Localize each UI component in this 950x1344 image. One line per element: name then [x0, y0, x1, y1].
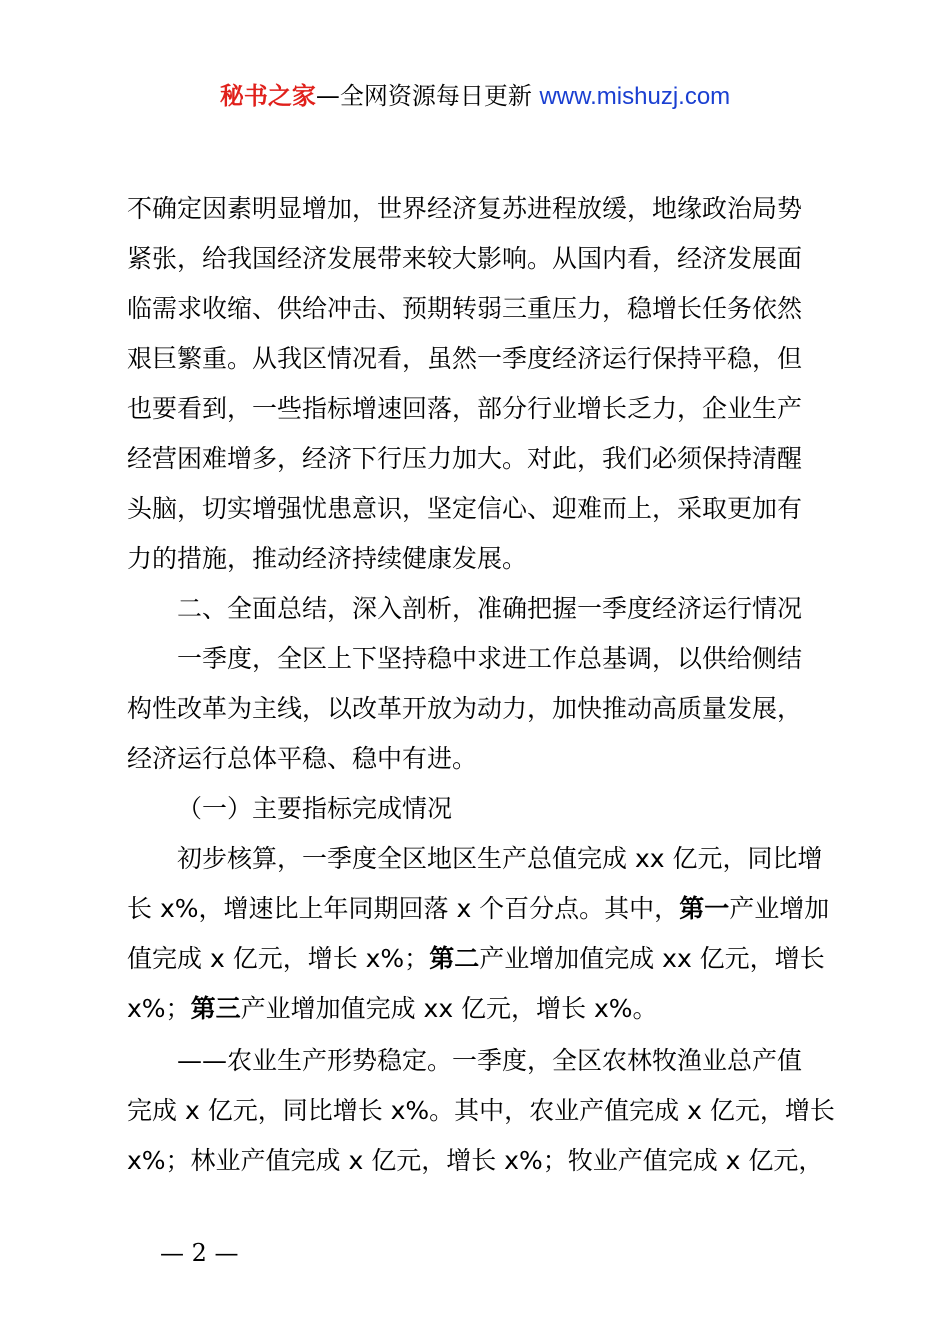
body-line — [127, 1036, 837, 1086]
body-line — [127, 184, 837, 234]
body-line — [127, 734, 837, 784]
body-line — [127, 384, 837, 434]
text-segment: 临需求收缩、供给冲击、预期转弱三重压力，稳增长任务依然 — [127, 294, 803, 323]
body-line — [127, 1136, 837, 1186]
text-segment: 一季度，全区上下坚持稳中求进工作总基调，以供给侧结 — [177, 644, 803, 673]
text-segment: 初步核算，一季度全区地区生产总值完成 xx 亿元，同比增 — [177, 844, 823, 873]
text-segment: 构性改革为主线，以改革开放为动力，加快推动高质量发展， — [127, 694, 803, 723]
text-segment: 二、全面总结，深入剖析，准确把握一季度经济运行情况 — [177, 594, 803, 623]
body-line — [127, 484, 837, 534]
text-segment: （一）主要指标完成情况 — [177, 794, 453, 823]
text-segment: 艰巨繁重。从我区情况看，虽然一季度经济运行保持平稳，但 — [127, 344, 803, 373]
text-segment: 紧张，给我国经济发展带来较大影响。从国内看，经济发展面 — [127, 244, 803, 273]
body-line — [127, 434, 837, 484]
text-segment: 也要看到，一些指标增速回落，部分行业增长乏力，企业生产 — [127, 394, 803, 423]
bold-text-segment: 第二 — [429, 944, 480, 973]
body-line — [127, 934, 837, 984]
body-line — [127, 984, 837, 1034]
body-line — [127, 634, 837, 684]
text-segment: 产业增加值完成 xx 亿元，增长 — [479, 944, 825, 973]
text-segment: x%；林业产值完成 x 亿元，增长 x%；牧业产值完成 x 亿元， — [127, 1146, 824, 1175]
text-segment: x%； — [127, 994, 191, 1023]
site-brand: 秘书之家 — [219, 82, 316, 110]
text-segment: 长 x%，增速比上年同期回落 x 个百分点。其中， — [127, 894, 680, 923]
text-segment: 经济运行总体平稳、稳中有进。 — [127, 744, 478, 773]
body-line — [127, 334, 837, 384]
body-line — [127, 1086, 837, 1136]
text-segment: 值完成 x 亿元，增长 x%； — [127, 944, 430, 973]
text-segment: ——农业生产形势稳定。一季度，全区农林牧渔业总产值 — [177, 1046, 803, 1075]
bold-text-segment: 第三 — [190, 994, 241, 1023]
body-line — [127, 784, 837, 834]
text-segment: 经营困难增多，经济下行压力加大。对此，我们必须保持清醒 — [127, 444, 803, 473]
text-segment: 产业增加值完成 xx 亿元，增长 x%。 — [240, 994, 658, 1023]
site-header — [0, 78, 950, 115]
text-segment: 头脑，切实增强忧患意识，坚定信心、迎难而上，采取更加有 — [127, 494, 803, 523]
text-segment: 产业增加 — [729, 894, 830, 923]
body-line — [127, 534, 837, 584]
bold-text-segment: 第一 — [679, 894, 730, 923]
text-segment: 不确定因素明显增加，世界经济复苏进程放缓，地缘政治局势 — [127, 194, 803, 223]
page-number: — 2 — — [160, 1239, 239, 1267]
site-tagline: —全网资源每日更新 — [315, 82, 532, 110]
body-line — [127, 884, 837, 934]
body-line — [127, 834, 837, 884]
site-url-link[interactable]: www.mishuzj.com — [539, 83, 731, 110]
text-segment: 完成 x 亿元，同比增长 x%。其中，农业产值完成 x 亿元，增长 — [127, 1096, 835, 1125]
body-line — [127, 584, 837, 634]
document-body — [127, 184, 837, 1186]
text-segment: 力的措施，推动经济持续健康发展。 — [127, 544, 528, 573]
body-line — [127, 684, 837, 734]
body-line — [127, 234, 837, 284]
body-line — [127, 284, 837, 334]
